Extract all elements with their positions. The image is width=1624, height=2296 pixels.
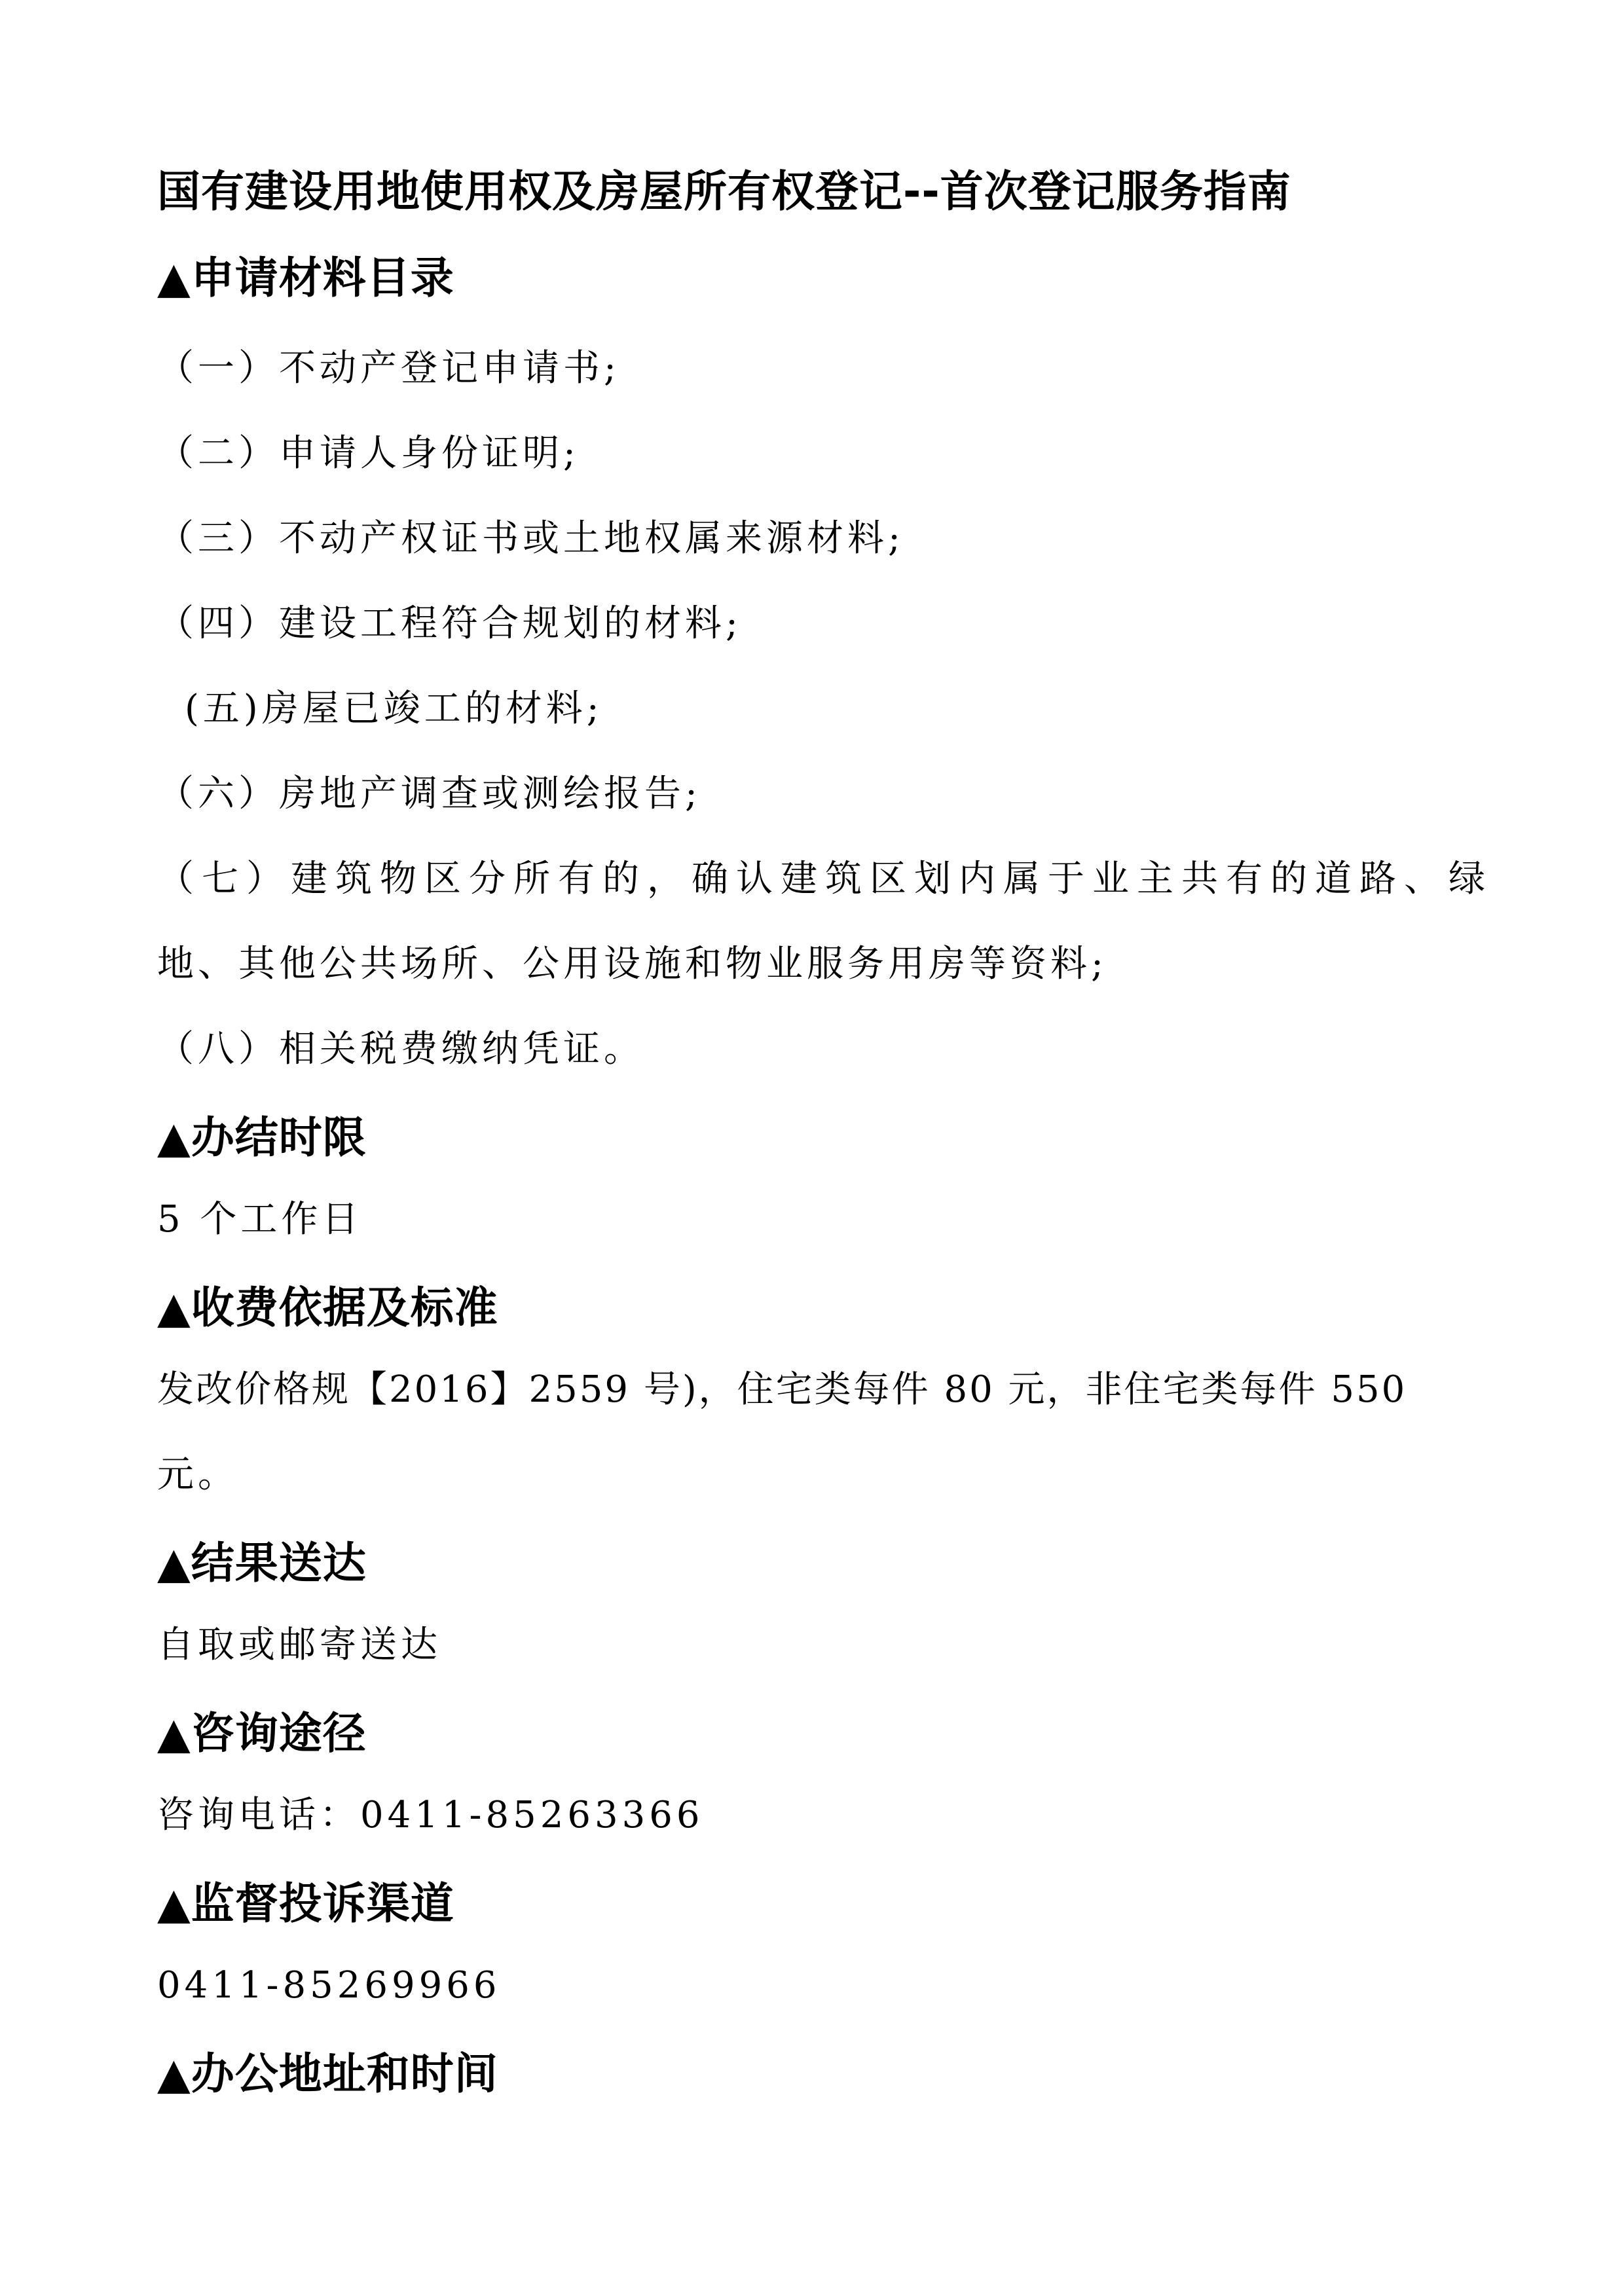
material-item-4: （四）建设工程符合规划的材料; [157, 602, 742, 645]
material-item-6: （六）房地产调查或测绘报告; [157, 773, 701, 815]
fees-text-line-1: 发改价格规【2016】2559 号)，住宅类每件 80 元，非住宅类每件 550 [157, 1368, 1407, 1411]
section-heading-fees: ▲收费依据及标准 [157, 1283, 498, 1333]
material-item-3: （三）不动产权证书或土地权属来源材料; [157, 517, 904, 560]
time-limit-text: 5 个工作日 [157, 1198, 363, 1241]
material-item-5: (五)房屋已竣工的材料; [185, 687, 603, 730]
page-title: 国有建设用地使用权及房屋所有权登记--首次登记服务指南 [157, 166, 1291, 217]
section-heading-complaint: ▲监督投诉渠道 [157, 1878, 454, 1929]
material-item-7-continued: 地、其他公共场所、公用设施和物业服务用房等资料; [157, 943, 1107, 985]
section-heading-delivery: ▲结果送达 [157, 1538, 367, 1588]
material-item-7: （七）建筑物区分所有的，确认建筑区划内属于业主共有的道路、绿 [157, 858, 1493, 900]
section-heading-consult: ▲咨询途径 [157, 1708, 367, 1758]
delivery-text: 自取或邮寄送达 [157, 1624, 441, 1666]
section-heading-materials: ▲申请材料目录 [157, 253, 454, 303]
section-heading-office: ▲办公地址和时间 [157, 2049, 498, 2099]
material-item-8: （八）相关税费缴纳凭证。 [157, 1028, 644, 1070]
complaint-phone-text: 0411-85269966 [157, 1964, 501, 2007]
consult-phone-text: 咨询电话：0411-85263366 [157, 1794, 704, 1836]
fees-text-line-2: 元。 [157, 1453, 238, 1496]
material-item-1: （一）不动产登记申请书; [157, 347, 620, 390]
material-item-2: （二）申请人身份证明; [157, 432, 580, 475]
section-heading-time-limit: ▲办结时限 [157, 1112, 367, 1163]
